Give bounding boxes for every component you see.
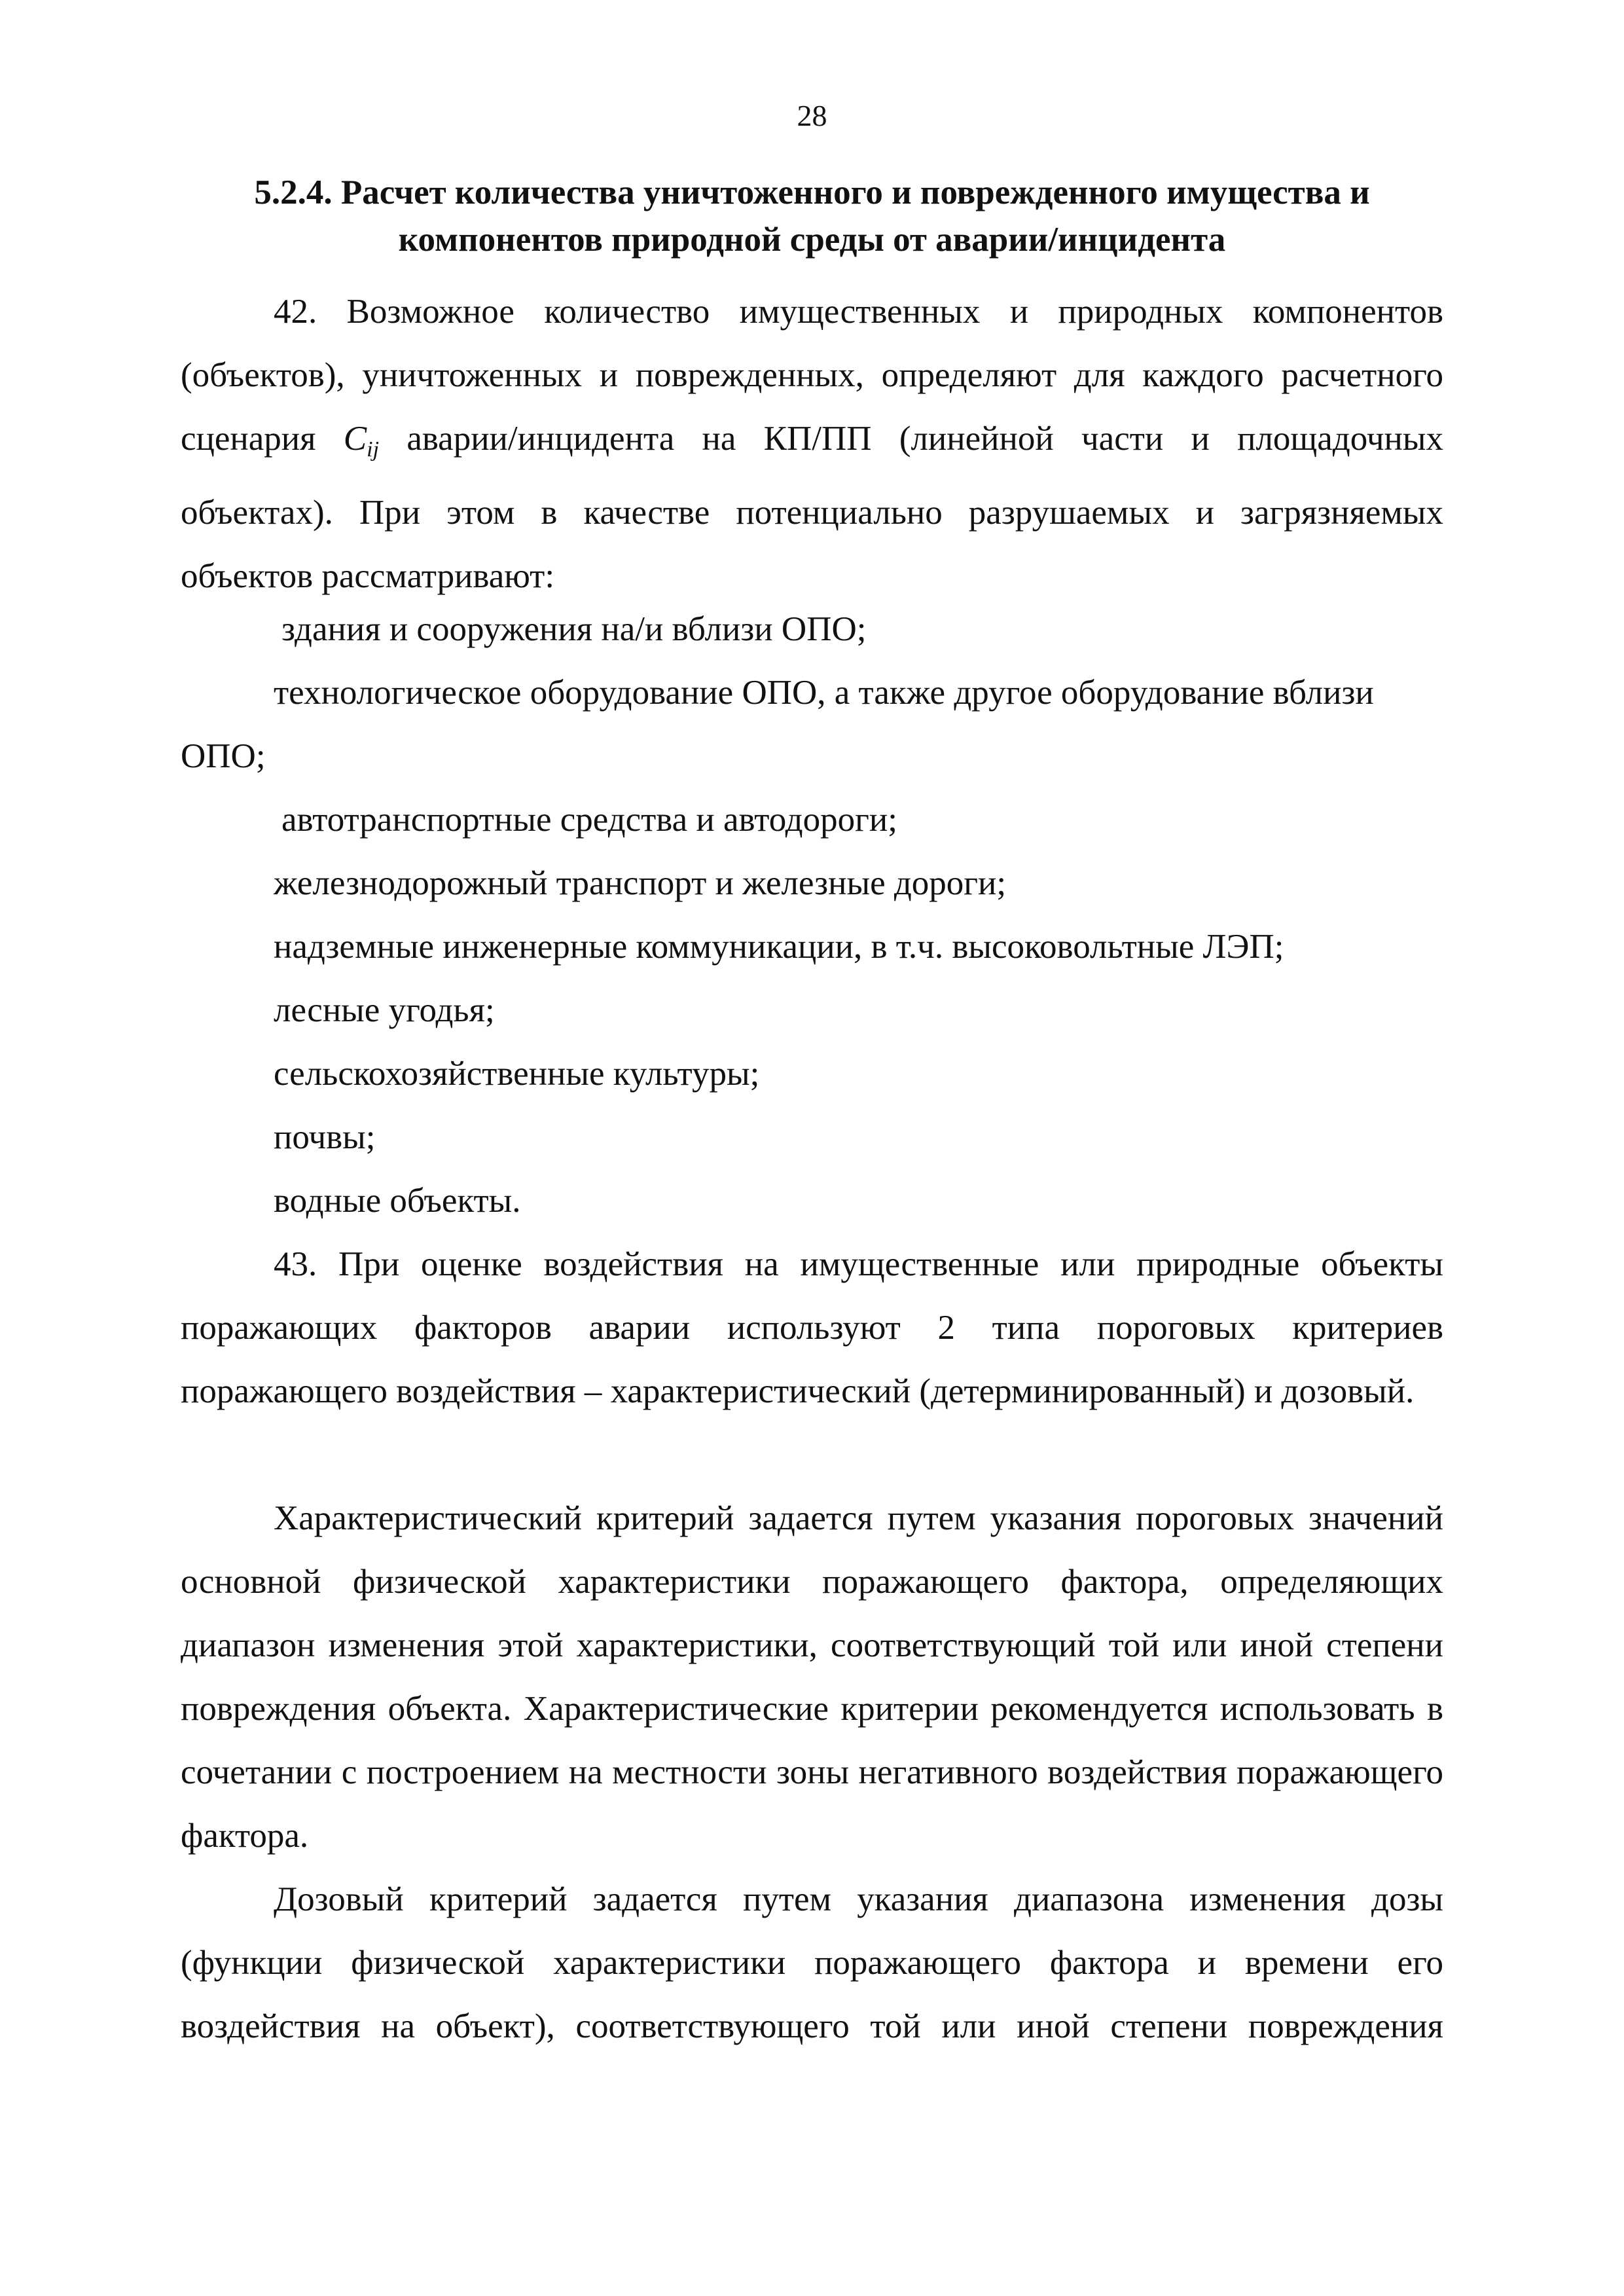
- list-item: сельскохозяйственные культуры;: [274, 1055, 760, 1093]
- list-item: лесные угодья;: [274, 991, 495, 1029]
- paragraph-42-part-2: аварии/инцидента на КП/ПП (линейной части и площадочных объектах). При этом в качестве потенциально разрушаемых и загрязняемых объектов рассматривают:: [181, 420, 1443, 595]
- section-heading: [181, 169, 1443, 263]
- list-item: надземные инженерные коммуникации, в т.ч. высоковольтные ЛЭП;: [274, 928, 1284, 966]
- scenario-symbol-subscript: ij: [367, 437, 380, 462]
- characteristic-criterion-block: [181, 1487, 1443, 1868]
- paragraph-43: 43. При оценке воздействия на имущественные или природные объекты поражающих факторов аварии используют 2 типа пороговых критериев поражающего воздействия – характеристический (детерминированный) и дозовый.: [181, 1245, 1443, 1410]
- objects-list: [181, 598, 1443, 1233]
- paragraph-42: [181, 280, 1443, 608]
- section-heading-line-2: компонентов природной среды от аварии/инцидента: [398, 221, 1226, 259]
- list-item: технологическое оборудование ОПО, а также другое оборудование вблизи: [274, 674, 1374, 712]
- paragraph-43-block: [181, 1233, 1443, 1423]
- list-item: здания и сооружения на/и вблизи ОПО;: [281, 610, 867, 648]
- paragraph-42-part-1: 42. Возможное количество имущественных и природных компонентов (объектов), уничтоженных и поврежденных, определяют для каждого расчетного сценария: [181, 293, 1443, 458]
- list-item: почвы;: [274, 1118, 376, 1156]
- list-item: водные объекты.: [274, 1182, 521, 1220]
- list-item-continuation: ОПО;: [181, 737, 266, 775]
- list-item: автотранспортные средства и автодороги;: [281, 801, 897, 839]
- section-heading-line-1: 5.2.4. Расчет количества уничтоженного и поврежденного имущества и: [254, 173, 1370, 211]
- characteristic-criterion-paragraph: Характеристический критерий задается путем указания пороговых значений основной физической характеристики поражающего фактора, определяющих диапазон изменения этой характеристики, соответствующий той или иной степени повреждения объекта. Характеристические критерии рекомендуется использовать в сочетании с построением на местности зоны негативного воздействия поражающего фактора.: [181, 1499, 1443, 1855]
- page-number: 28: [797, 99, 827, 132]
- scenario-symbol: C: [343, 420, 367, 458]
- paragraph-42-block: [181, 280, 1443, 608]
- list-item: железнодорожный транспорт и железные дороги;: [274, 864, 1007, 902]
- dose-criterion-paragraph: Дозовый критерий задается путем указания диапазона изменения дозы (функции физической характеристики поражающего фактора и времени его воздействия на объект), соответствующего той или иной степени повреждения: [181, 1880, 1443, 2045]
- dose-criterion-block: [181, 1868, 1443, 2058]
